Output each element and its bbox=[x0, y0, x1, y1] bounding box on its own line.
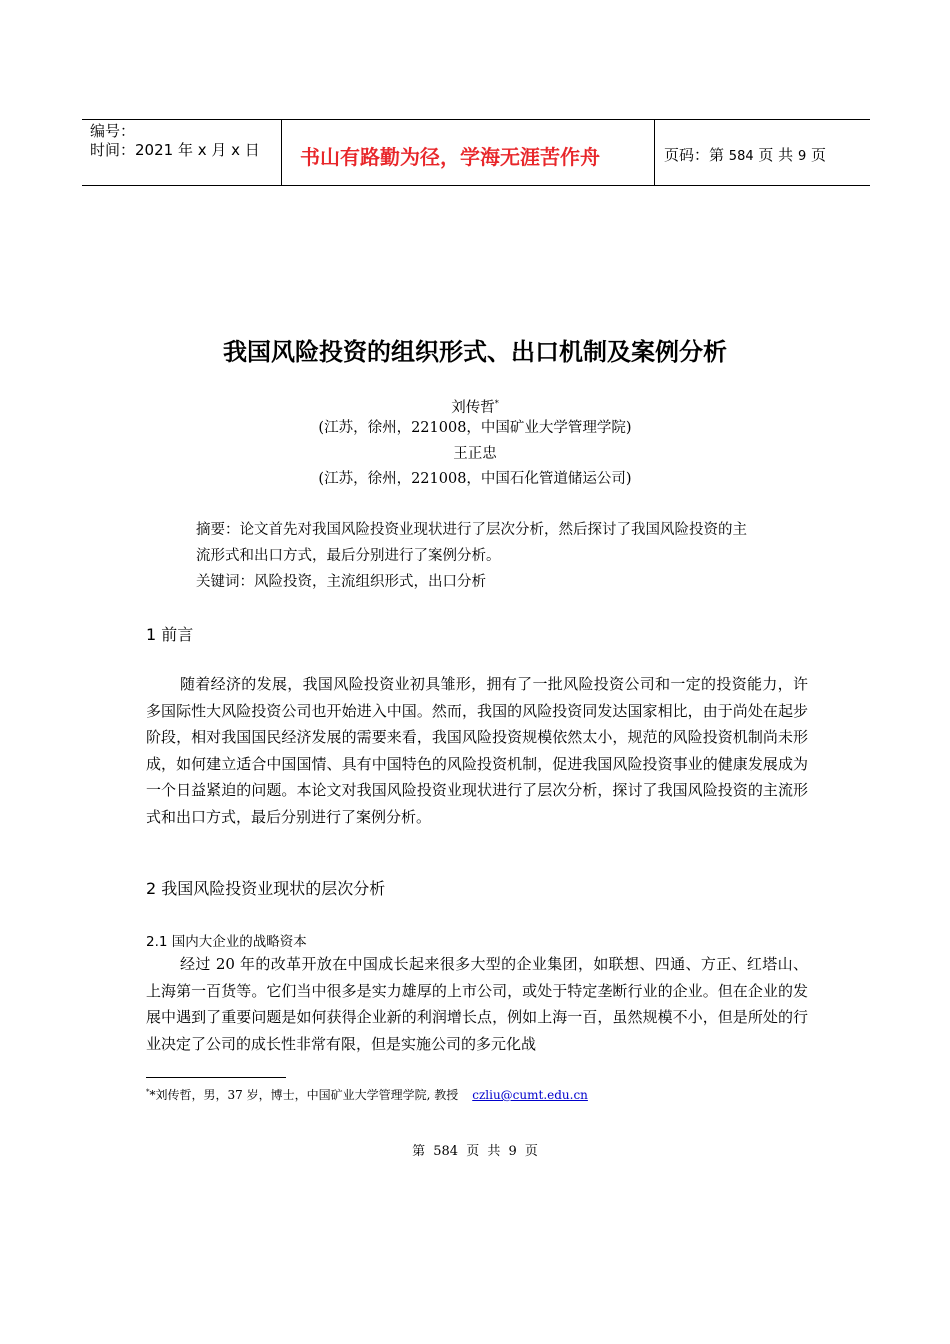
keywords-text: 风险投资，主流组织形式，出口分析 bbox=[254, 574, 486, 590]
header-page-mid: 页 共 bbox=[758, 146, 794, 164]
footnote bbox=[146, 1086, 588, 1103]
author-2-name: 王正忠 bbox=[453, 446, 497, 462]
header-divider-left bbox=[281, 119, 282, 185]
section-2-1-paragraph: 经过 20 年的改革开放在中国成长起来很多大型的企业集团，如联想、四通、方正、红塔山、上海第一百货等。它们当中很多是实力雄厚的上市公司，或处于特定垄断行业的企业。但在企业的发展中遇到了重要问题是如何获得企业新的利润增长点，例如上海一百，虽然规模不小，但是所处的行业决定了公司的成长性非常有限，但是实施公司的多元化战 bbox=[146, 955, 808, 1053]
header-motto: 书山有路勤为径，学海无涯苦作舟 bbox=[300, 145, 600, 169]
section-2-1-body bbox=[146, 951, 808, 1057]
author-1-name: 刘传哲 bbox=[451, 399, 495, 416]
abstract-label: 摘要： bbox=[196, 522, 240, 538]
header-page-info bbox=[664, 144, 826, 165]
header-time-label: 时间：2021 年 x 月 x 日 bbox=[90, 141, 260, 159]
footnote-rule bbox=[146, 1077, 286, 1078]
footnote-email-link[interactable]: czliu@cumt.edu.cn bbox=[472, 1088, 588, 1102]
abstract-text: 论文首先对我国风险投资业现状进行了层次分析，然后探讨了我国风险投资的主流形式和出口方式，最后分别进行了案例分析。 bbox=[196, 522, 747, 564]
author-1-mark: * bbox=[494, 399, 499, 408]
header-page-total: 9 bbox=[797, 149, 807, 164]
header-page-prefix: 页码：第 bbox=[664, 146, 725, 164]
section-2-1-heading: 2.1 国内大企业的战略资本 bbox=[146, 934, 307, 950]
abstract bbox=[196, 517, 756, 569]
section-1-heading: 1 前言 bbox=[146, 625, 194, 644]
section-1-body bbox=[146, 671, 808, 830]
author-2-affiliation: (江苏，徐州，221008，中国石化管道储运公司) bbox=[318, 471, 632, 487]
author-line-1 bbox=[0, 394, 950, 418]
footnote-mark: * bbox=[146, 1088, 150, 1096]
header-divider-right bbox=[654, 119, 655, 185]
keywords-label: 关键词： bbox=[196, 574, 254, 590]
article-title: 我国风险投资的组织形式、出口机制及案例分析 bbox=[223, 338, 727, 366]
abstract-block bbox=[196, 517, 756, 595]
page-footer: 第 584 页 共 9 页 bbox=[412, 1144, 538, 1159]
section-2-heading: 2 我国风险投资业现状的层次分析 bbox=[146, 879, 386, 898]
header-number-label: 编号： bbox=[90, 122, 136, 140]
footnote-text: *刘传哲，男，37 岁，博士，中国矿业大学管理学院, 教授 bbox=[149, 1088, 459, 1102]
section-1-paragraph: 随着经济的发展，我国风险投资业初具雏形，拥有了一批风险投资公司和一定的投资能力，许多国际性大风险投资公司也开始进入中国。然而，我国的风险投资同发达国家相比，由于尚处在起步阶段，相对我国国民经济发展的需要来看，我国风险投资规模依然太小，规范的风险投资机制尚未形成，如何建立适合中国国情、具有中国特色的风险投资机制，促进我国风险投资事业的健康发展成为一个日益紧迫的问题。本论文对我国风险投资业现状进行了层次分析，探讨了我国风险投资的主流形式和出口方式，最后分别进行了案例分析。 bbox=[146, 675, 808, 826]
author-1-affiliation: (江苏，徐州，221008，中国矿业大学管理学院) bbox=[318, 420, 632, 436]
header-page-suffix: 页 bbox=[811, 146, 827, 164]
header-top-rule bbox=[82, 119, 870, 120]
keywords bbox=[196, 569, 756, 595]
header-page-number: 584 bbox=[728, 149, 754, 164]
header-bottom-rule bbox=[82, 185, 870, 186]
